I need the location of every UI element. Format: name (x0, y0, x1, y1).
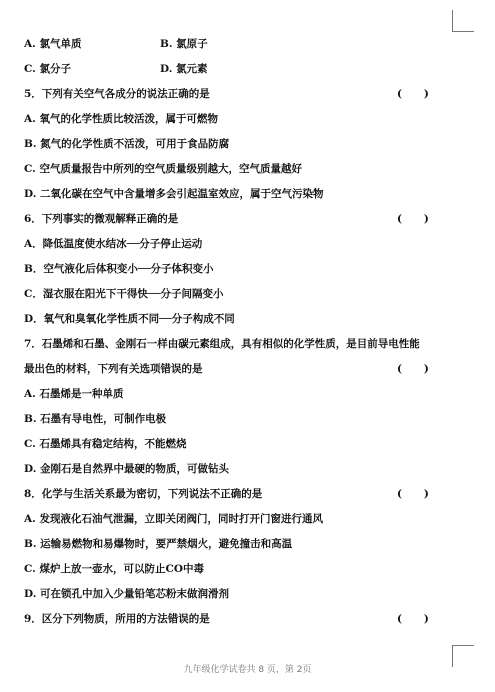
option-c: C. 氯分子 (24, 63, 71, 75)
question-5-option-c: C. 空气质量报告中所列的空气质量级别越大，空气质量越好 (24, 163, 302, 175)
crop-mark-bottom-right-horizontal (452, 645, 474, 646)
question-9-answer-blank: ( ) (397, 613, 429, 625)
question-8-option-c: C. 煤炉上放一壶水，可以防止CO中毒 (24, 563, 204, 575)
question-5-option-a: A. 氧气的化学性质比较活泼，属于可燃物 (24, 113, 218, 125)
question-8-answer-blank: ( ) (397, 488, 429, 500)
question-8-option-b: B. 运输易燃物和易爆物时，要严禁烟火，避免撞击和高温 (24, 538, 293, 550)
question-8-option-d: D. 可在锁孔中加入少量铅笔芯粉末做润滑剂 (24, 588, 230, 600)
question-7-option-d: D. 金刚石是自然界中最硬的物质，可做钻头 (24, 463, 230, 475)
question-7-option-b: B. 石墨有导电性，可制作电极 (24, 413, 167, 425)
question-6-option-b: B．空气液化后体积变小──分子体积变小 (24, 263, 214, 275)
question-5-option-b: B. 氮气的化学性质不活泼，可用于食品防腐 (24, 138, 230, 150)
question-5-option-d: D. 二氧化碳在空气中含量增多会引起温室效应，属于空气污染物 (24, 188, 324, 200)
question-6-stem: 6．下列事实的微观解释正确的是 (24, 213, 179, 225)
question-7-option-a: A. 石墨烯是一种单质 (24, 388, 124, 400)
crop-mark-top-right-vertical (452, 10, 453, 32)
question-6-option-c: C．湿衣服在阳光下干得快──分子间隔变小 (24, 288, 224, 300)
option-d: D. 氯元素 (160, 63, 208, 75)
option-b: B. 氯原子 (160, 38, 208, 50)
question-7-answer-blank: ( ) (397, 363, 429, 375)
question-7-stem-line1: 7．石墨烯和石墨、金刚石一样由碳元素组成，具有相似的化学性质，是目前导电性能 (24, 338, 420, 350)
question-9-stem: 9．区分下列物质，所用的方法错误的是 (24, 613, 210, 625)
crop-mark-top-right-horizontal (452, 31, 474, 32)
question-5-stem: 5．下列有关空气各成分的说法正确的是 (24, 88, 210, 100)
question-7-stem-line2: 最出色的材料，下列有关选项错误的是 (24, 363, 203, 375)
question-6-option-d: D．氧气和臭氧化学性质不同──分子构成不同 (24, 313, 235, 325)
page-footer: 九年级化学试卷共 8 页，第 2页 (183, 665, 312, 675)
question-8-option-a: A. 发现液化石油气泄漏，立即关闭阀门，同时打开门窗进行通风 (24, 513, 323, 525)
question-6-answer-blank: ( ) (397, 213, 429, 225)
question-7-option-c: C. 石墨烯具有稳定结构，不能燃烧 (24, 438, 187, 450)
question-6-option-a: A．降低温度使水结冰──分子停止运动 (24, 238, 203, 250)
option-a: A. 氯气单质 (24, 38, 82, 50)
question-5-answer-blank: ( ) (397, 88, 429, 100)
question-8-stem: 8．化学与生活关系最为密切，下列说法不正确的是 (24, 488, 263, 500)
